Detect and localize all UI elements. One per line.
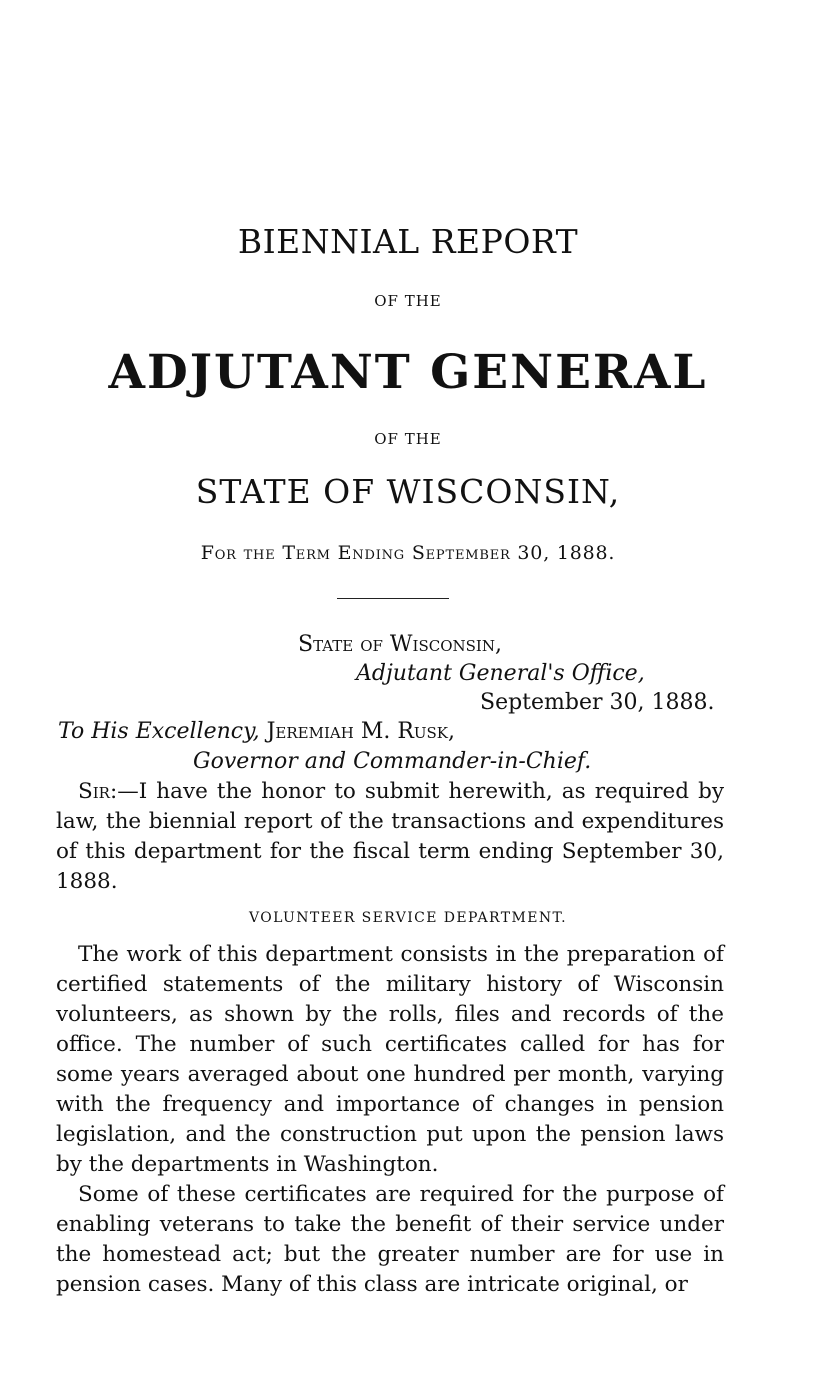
of-the-line-1: OF THE xyxy=(374,292,442,310)
letter-state: State of Wisconsin, xyxy=(298,632,502,657)
of-the-line-2: OF THE xyxy=(374,430,442,448)
term-line: For the Term Ending September 30, 1888. xyxy=(200,542,616,564)
letter-office: Adjutant General's Office, xyxy=(356,661,645,686)
report-title: BIENNIAL REPORT xyxy=(237,222,579,261)
opening-paragraph xyxy=(56,777,724,897)
body-paragraph-2 xyxy=(56,1180,724,1300)
paragraph-1-text: The work of this department consists in the preparation of certified statements of the military history of Wisconsin volunteers, as shown by the rolls, files and records of the office. The number of such certificates called for has for some years averaged about one hundred per month, varying with the frequency and importance of changes in pension legislation, and the construction put upon the pension laws by the departments in Washington. xyxy=(56,942,724,1177)
divider-rule xyxy=(337,598,449,599)
addressee-line xyxy=(58,719,455,744)
section-heading: VOLUNTEER SERVICE DEPARTMENT. xyxy=(248,910,568,926)
letter-date: September 30, 1888. xyxy=(480,690,715,715)
salutation: Sir: xyxy=(78,779,118,804)
main-title: ADJUTANT GENERAL xyxy=(108,345,708,400)
body-paragraph-1 xyxy=(56,940,724,1180)
addressee-title: Governor and Commander-in-Chief. xyxy=(193,749,592,774)
opening-text: —I have the honor to submit herewith, as required by law, the biennial report of the transactions and expenditures of this department for the fiscal term ending September 30, 1888. xyxy=(56,779,724,894)
addressee-prefix: To His Excellency, xyxy=(58,719,260,744)
addressee-name: Jeremiah M. Rusk, xyxy=(266,719,456,744)
paragraph-2-text: Some of these certificates are required for the purpose of enabling veterans to take the benefit of their service under the homestead act; but the greater number are for use in pension cases. Many of this class are intricate original, or xyxy=(56,1182,724,1297)
state-title: STATE OF WISCONSIN, xyxy=(195,472,621,511)
